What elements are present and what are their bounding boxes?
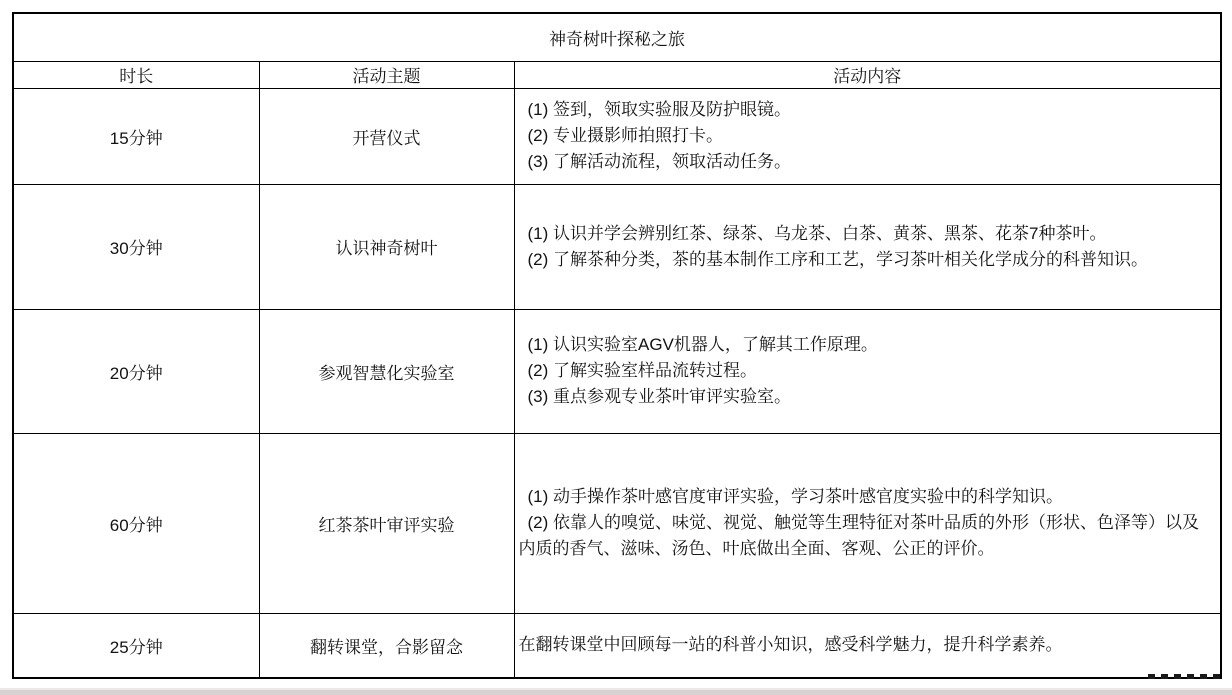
- content-line: (2) 了解茶种分类，茶的基本制作工序和工艺，学习茶叶相关化学成分的科普知识。: [527, 249, 1148, 269]
- theme-cell: 认识神奇树叶: [259, 184, 514, 309]
- content-line: (1) 认识实验室AGV机器人，了解其工作原理。: [527, 335, 878, 354]
- content-cell: [514, 309, 1221, 433]
- content-line: (1) 动手操作茶叶感官度审评实验，学习茶叶感官度实验中的科学知识。: [527, 487, 1063, 506]
- duration-cell: 25分钟: [13, 613, 259, 678]
- table-row: [13, 184, 1221, 309]
- table-row: [13, 88, 1221, 184]
- content-line: (2) 了解实验室样品流转过程。: [527, 361, 757, 380]
- duration-cell: 60分钟: [13, 433, 259, 613]
- content-line: (1) 签到，领取实验服及防护眼镜。: [527, 100, 791, 119]
- content-cell: [514, 613, 1221, 678]
- window-bottom-edge: [0, 688, 1232, 695]
- activity-schedule-table: [12, 12, 1222, 679]
- theme-cell: 翻转课堂，合影留念: [259, 613, 514, 678]
- duration-cell: 20分钟: [13, 309, 259, 433]
- table-header-row: [13, 61, 1221, 88]
- theme-cell: 参观智慧化实验室: [259, 309, 514, 433]
- table-title: 神奇树叶探秘之旅: [13, 13, 1221, 61]
- column-header-content: 活动内容: [514, 61, 1221, 88]
- duration-cell: 15分钟: [13, 88, 259, 184]
- content-line: (2) 依靠人的嗅觉、味觉、视觉、触觉等生理特征对茶叶品质的外形（形状、色泽等）以及内质的香气、滋味、汤色、叶底做出全面、客观、公正的评价。: [518, 513, 1199, 558]
- column-header-duration: 时长: [13, 61, 259, 88]
- table-row: [13, 613, 1221, 678]
- duration-cell: 30分钟: [13, 184, 259, 309]
- column-header-theme: 活动主题: [259, 61, 514, 88]
- content-line: (3) 重点参观专业茶叶审评实验室。: [527, 387, 791, 406]
- content-line: 在翻转课堂中回顾每一站的科普小知识，感受科学魅力，提升科学素养。: [518, 635, 1063, 655]
- table-row: [13, 309, 1221, 433]
- content-cell: [514, 88, 1221, 184]
- table-row: [13, 433, 1221, 613]
- content-cell: [514, 184, 1221, 309]
- theme-cell: 红茶茶叶审评实验: [259, 433, 514, 613]
- content-cell: [514, 433, 1221, 613]
- content-line: (3) 了解活动流程，领取活动任务。: [527, 152, 791, 171]
- table-title-row: [13, 13, 1221, 61]
- theme-cell: 开营仪式: [259, 88, 514, 184]
- content-line: (1) 认识并学会辨别红茶、绿茶、乌龙茶、白茶、黄茶、黑茶、花茶7种茶叶。: [527, 223, 1107, 243]
- clipped-text-dashes-icon: [1148, 674, 1226, 679]
- content-line: (2) 专业摄影师拍照打卡。: [527, 126, 723, 145]
